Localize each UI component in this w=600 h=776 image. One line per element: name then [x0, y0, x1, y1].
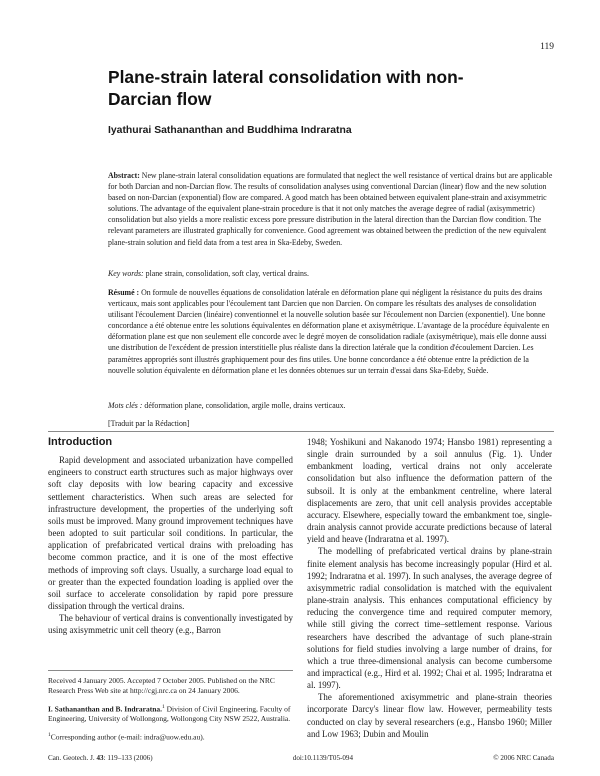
resume-text: On formule de nouvelles équations de consolidation latérale en déformation plane qui négligent la résistance du puits des drains verticaux, mais sont applicables pour l'écoulement tant Darcien que non Darcien. On compare les résultats des analyses de consolidation utilisant l'écoulement Darcien (linéaire) conventionnel et la nouvelle solution basée sur l'écoulement non Darcien (exponentiel). Une bonne concordance a été obtenue entre les solutions équivalentes en déformation plane et axisymétrique. L'avantage de la procédure équivalente en déformation plane est que non seulement elle concorde avec le degré moyen de consolidation radiale (axisymétrique), mais elle donne aussi une distribution de l'excédent de pression interstitielle plus réaliste dans la direction latérale que la condition d'écoulement Darcien. Les paramètres appropriés sont illustrés graphiquement pour des fins utiles. Une bonne concordance a été obtenue entre la prédiction de la nouvelle solution équivalente en déformation plane et les données obtenues sur un terrain d'essai dans Ska-Edeby, Suède.: [108, 288, 550, 375]
right-paragraph-2: The modelling of prefabricated vertical drains by plane-strain finite element analysis has become increasingly popular (Hird et al. 1992; Indraratna et al. 1997). In such analyses, the average degree of axisymmetric radial consolidation is matched with the equivalent plane-strain analysis. This enhances computational efficiency by reducing the convergence time and required computer memory, while still giving the correct time–settlement response. Various researchers have described the advantage of such plane-strain solutions for field studies involving a large number of drains, for which a true three-dimensional analysis can become cumbersome and impractical (e.g., Hird et al. 1992; Chai et al. 1995; Indraratna et al. 1997).: [307, 546, 552, 691]
left-column: [48, 436, 293, 637]
footnotes: [48, 670, 293, 742]
page-number: 119: [540, 42, 554, 52]
key-words: [108, 268, 554, 279]
journal-citation: [48, 754, 153, 762]
resume-label: Résumé :: [108, 288, 140, 297]
right-paragraph-3: The aforementioned axisymmetric and plane-strain theories incorporate Darcy's linear flow law. However, permeability tests conducted on clay by several researchers (e.g., Hansbo 1960; Miller and Low 1963; Dubin and Moulin: [307, 692, 552, 739]
affiliation-mark: 1: [162, 703, 165, 710]
authors: Iyathurai Sathananthan and Buddhima Indraratna: [108, 125, 352, 136]
resume: [108, 287, 554, 376]
copyright: © 2006 NRC Canada: [493, 754, 554, 762]
corresponding-mark: 1: [48, 731, 51, 738]
corresponding-note: [48, 730, 293, 743]
journal-pages: : 119–133 (2006): [103, 754, 153, 762]
page-footer: [48, 754, 554, 762]
title-line-2: Darcian flow: [108, 89, 212, 109]
doi: doi:10.1139/T05-094: [292, 754, 354, 762]
intro-paragraph-2: The behaviour of vertical drains is conventionally investigated by using axisymmetric unit cell theory (e.g., Barron: [48, 613, 293, 636]
mots-cles-label: Mots clés :: [108, 401, 143, 410]
section-heading-introduction: Introduction: [48, 436, 113, 448]
title-line-1: Plane-strain lateral consolidation with non-: [108, 67, 464, 87]
key-words-text: plane strain, consolidation, soft clay, vertical drains.: [145, 269, 309, 278]
right-paragraph-1: 1948; Yoshikuni and Nakanodo 1974; Hansbo 1981) representing a single drain surrounded by a soil annulus (Fig. 1). Under embankment loading, vertical drains not only accelerate consolidation but also influence the deformation pattern of the subsoil. It is only at the embankment centreline, where lateral displacements are zero, that unit cell analysis provides acceptable accuracy. Elsewhere, especially toward the embankment toe, single-drain analysis cannot provide accurate predictions because of lateral yield and heave (Indraratna et al. 1997).: [307, 437, 552, 545]
affiliation-names: I. Sathananthan and B. Indraratna.: [48, 704, 162, 714]
intro-paragraph-1: Rapid development and associated urbanization have compelled engineers to construct earth structures such as major highways over soft clay deposits with low bearing capacity and excessive settlement characteristics. When such areas are selected for infrastructure development, the properties of the underlying soft soils must be improved. Many ground improvement techniques have been adopted to suit particular soil conditions. In particular, the application of prefabricated vertical drains with preloading has become common practice, and it is one of the most effective methods of improving soft clays. Usually, a surcharge load equal to or greater than the expected foundation loading is applied over the soil surface to accelerate consolidation by rapid pore pressure dissipation through the vertical drains.: [48, 455, 293, 612]
right-column: [307, 436, 552, 740]
mots-cles: [108, 400, 554, 411]
affiliation-note: [48, 702, 293, 725]
key-words-label: Key words:: [108, 269, 144, 278]
paper-title: [108, 66, 528, 110]
received-note: Received 4 January 2005. Accepted 7 October 2005. Published on the NRC Research Press Web site at http://cgj.nrc.ca on 24 January 2006.: [48, 676, 275, 696]
mots-cles-text: déformation plane, consolidation, argile molle, drains verticaux.: [144, 401, 346, 410]
abstract-divider: [48, 431, 554, 432]
journal-name: Can. Geotech. J.: [48, 754, 95, 762]
journal-volume: 43: [96, 754, 104, 762]
translation-note: [Traduit par la Rédaction]: [108, 419, 190, 428]
corresponding-text: Corresponding author (e-mail: indra@uow.edu.au).: [50, 732, 205, 742]
abstract-text: New plane-strain lateral consolidation equations are formulated that neglect the well resistance of vertical drains but are applicable for both Darcian and non-Darcian flow. The results of consolidation analyses using conventional Darcian (linear) flow and the new solution based on non-Darcian (exponential) flow are compared. A good match has been obtained between equivalent plane-strain and axisymmetric solutions. The advantage of the equivalent plane-strain procedure is that it not only matches the average degree of radial (axisymmetric) consolidation but also yields a more realistic excess pore pressure distribution in the lateral direction than the Darcian flow condition. The relevant parameters are illustrated graphically for convenience. Good agreement was obtained between the prediction of the new equivalent plane-strain solution and field data from a test area in Ska-Edeby, Sweden.: [108, 171, 553, 247]
abstract-label: Abstract:: [108, 171, 140, 180]
abstract: [108, 170, 554, 248]
affiliation-text: Division of Civil Engineering, Faculty of Engineering, University of Wollongong, Wollongong City NSW 2522, Australia.: [48, 704, 291, 724]
